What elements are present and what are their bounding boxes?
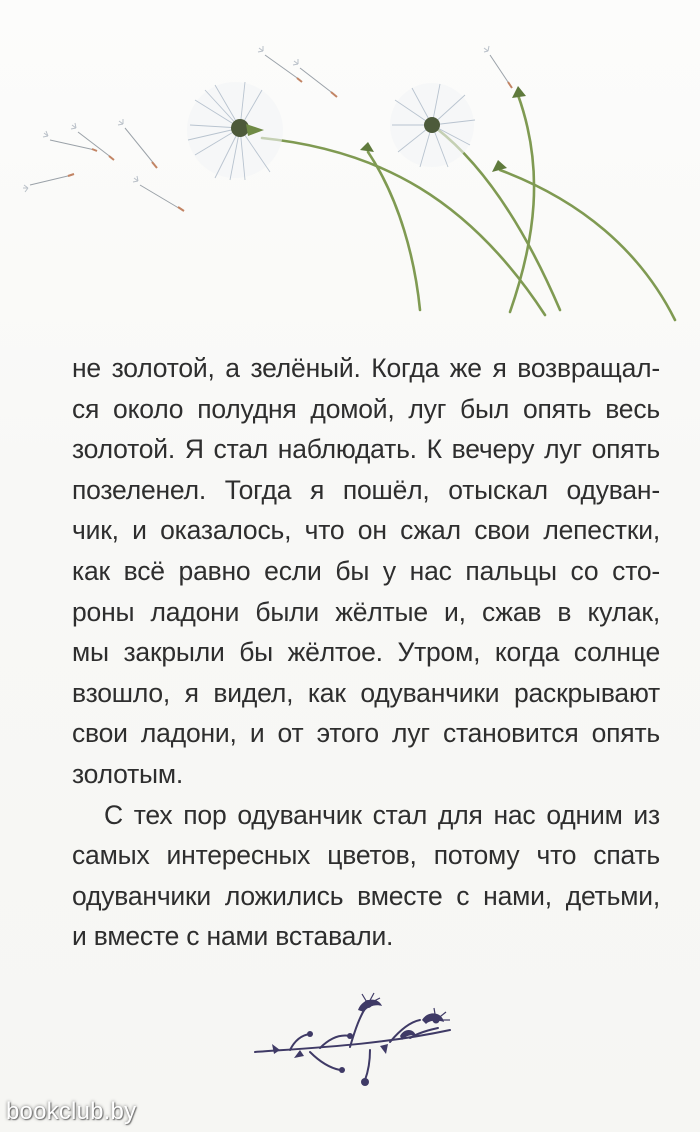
text-line: одуванчики ложились вместе с нами, детьми, [72, 880, 660, 911]
text-line: как всё равно если бы у нас пальцы со сто- [72, 555, 660, 586]
text-line: роны ладони были жёлтые и, сжав в кулак, [72, 596, 660, 627]
watermark: bookclub.by [6, 1098, 137, 1125]
text-line: и вместе с нами вставали. [72, 921, 394, 952]
text-line: позеленел. Тогда я пошёл, отыскал одуван- [72, 474, 660, 505]
text-line: не золотой, а зелёный. Когда же я возвращал- [72, 353, 660, 383]
text-line: свои ладони, и от этого луг становится опять [72, 718, 660, 749]
text-line: самых интересных цветов, потому что спать [72, 840, 660, 871]
body-text [72, 348, 660, 957]
text-line: золотым. [72, 758, 184, 789]
dandelion-illustration [0, 0, 700, 340]
seed-head-left [187, 82, 283, 180]
text-line: мы закрыли бы жёлтое. Утром, когда солнце [72, 637, 660, 668]
text-line: чик, и оказалось, что он сжал свои лепестки, [72, 515, 660, 546]
seed-head-right [390, 83, 475, 167]
text-line: ся около полудня домой, луг был опять весь [72, 393, 660, 424]
text-line: С тех пор одуванчик стал для нас одним из [104, 799, 660, 830]
text-line: золотой. Я стал наблюдать. К вечеру луг опять [72, 434, 660, 465]
text-line: взошло, я видел, как одуванчики раскрывают [72, 677, 660, 708]
floral-ornament [250, 990, 460, 1100]
